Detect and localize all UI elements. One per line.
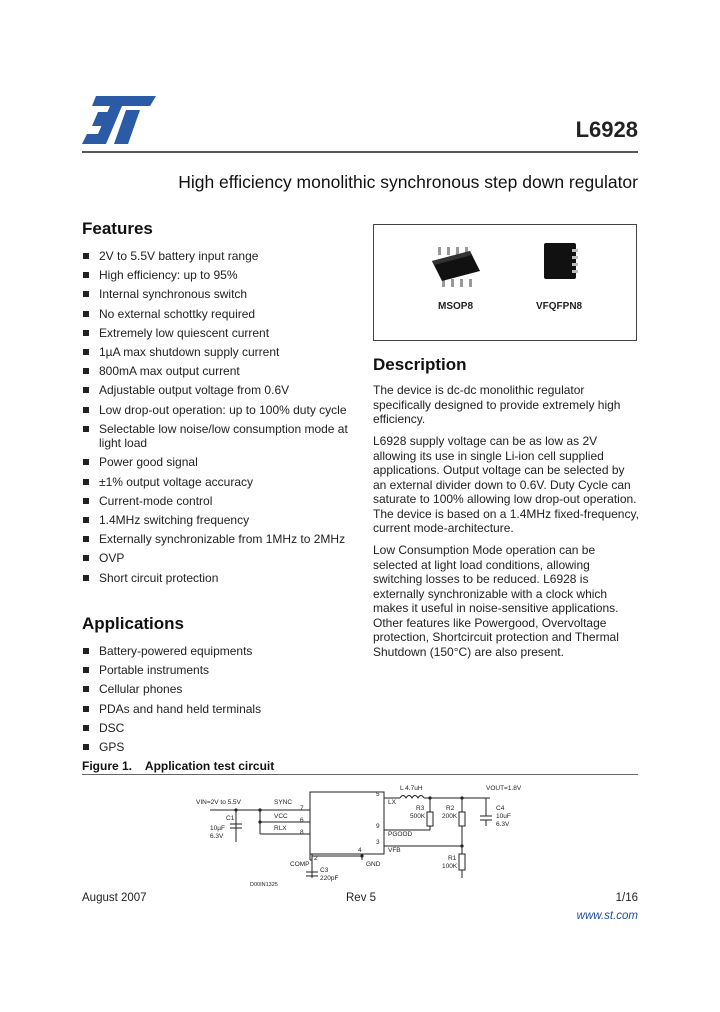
lx-label: LX: [388, 799, 396, 806]
list-item: High efficiency: up to 95%: [82, 268, 352, 283]
c3-label: C3: [320, 867, 329, 874]
pin-2-label: 2: [314, 855, 318, 862]
list-item: Low drop-out operation: up to 100% duty cycle: [82, 403, 352, 418]
r2-value: 200K: [442, 813, 458, 820]
list-item: Extremely low quiescent current: [82, 326, 352, 341]
features-list: [82, 249, 352, 590]
list-item: ±1% output voltage accuracy: [82, 475, 352, 490]
package-label-msop8: MSOP8: [438, 301, 474, 312]
st-logo-icon: [82, 96, 156, 146]
c1-voltage: 6.3V: [210, 833, 224, 840]
list-item: Portable instruments: [82, 663, 352, 678]
msop8-chip-icon: [430, 245, 482, 289]
description-paragraph: Low Consumption Mode operation can be selected at light load conditions, allowing switching losses to be reduced. L6928 is externally synchronizable with a clock which makes it useful in noise-sensitive applications. Other features like Powergood, Overvoltage protection, Shortcircuit protection and Thermal Shutdown (150°C) are also present.: [373, 543, 619, 659]
vin-label: VIN=2V to 5.5V: [196, 799, 241, 806]
r1-value: 100K: [442, 863, 458, 870]
list-item: Adjustable output voltage from 0.6V: [82, 383, 352, 398]
r3-label: R3: [416, 805, 425, 812]
pin-6-label: 6: [300, 817, 304, 824]
description-paragraph: The device is dc-dc monolithic regulator specifically designed to provide extremely high efficiency.: [373, 383, 621, 426]
r2-label: R2: [446, 805, 455, 812]
list-item: 2V to 5.5V battery input range: [82, 249, 352, 264]
pin-3-label: 3: [376, 839, 380, 846]
list-item: No external schottky required: [82, 307, 352, 322]
c4-value: 10uF: [496, 813, 511, 820]
pin-4-label: 4: [358, 847, 362, 854]
application-circuit-diagram: [190, 780, 540, 890]
pin-8-label: 8: [300, 829, 304, 836]
list-item: Battery-powered equipments: [82, 644, 352, 659]
header-rule: [82, 151, 638, 153]
footer-revision: Rev 5: [346, 892, 377, 904]
list-item: Cellular phones: [82, 682, 352, 697]
list-item: 1.4MHz switching frequency: [82, 513, 352, 528]
c1-label: C1: [226, 815, 235, 822]
pin-9-label: 9: [376, 823, 380, 830]
vfb-label: VFB: [388, 847, 401, 854]
list-item: 800mA max output current: [82, 364, 352, 379]
sync-label: SYNC: [274, 799, 293, 806]
list-item: Externally synchronizable from 1MHz to 2MHz: [82, 532, 352, 547]
inductor-label: L 4.7uH: [400, 785, 423, 792]
list-item: 1µA max shutdown supply current: [82, 345, 352, 360]
list-item: Current-mode control: [82, 494, 352, 509]
figure-caption: Figure 1. Application test circuit: [82, 759, 275, 773]
list-item: DSC: [82, 721, 352, 736]
package-label-vfqfpn8: VFQFPN8: [536, 301, 583, 312]
figure-code: D00IN1325: [250, 882, 278, 888]
figure-rule: [82, 774, 638, 775]
list-item: OVP: [82, 551, 352, 566]
list-item: PDAs and hand held terminals: [82, 702, 352, 717]
gnd-label: GND: [366, 861, 381, 868]
rlx-label: RLX: [274, 825, 287, 832]
c4-voltage: 6.3V: [496, 821, 510, 828]
list-item: Short circuit protection: [82, 571, 352, 586]
footer-page-number: 1/16: [615, 892, 638, 904]
document-subtitle: High efficiency monolithic synchronous step down regulator: [178, 172, 638, 192]
vfqfpn8-chip-icon: [542, 241, 582, 283]
package-box: [373, 224, 637, 341]
r1-label: R1: [448, 855, 457, 862]
list-item: GPS: [82, 740, 352, 755]
vcc-label: VCC: [274, 813, 288, 820]
description-body: [373, 383, 639, 667]
c4-label: C4: [496, 805, 505, 812]
part-number: L6928: [575, 117, 638, 142]
vout-label: VOUT=1.8V: [486, 785, 522, 792]
list-item: Selectable low noise/low consumption mode at light load: [82, 422, 352, 451]
features-heading: Features: [82, 219, 153, 238]
pgood-label: PGOOD: [388, 831, 413, 838]
c3-value: 220pF: [320, 875, 339, 882]
description-heading: Description: [373, 355, 467, 374]
pin-5-label: 5: [376, 791, 380, 798]
pin-7-label: 7: [300, 805, 304, 812]
footer-date: August 2007: [82, 892, 147, 904]
applications-heading: Applications: [82, 614, 185, 633]
description-paragraph: L6928 supply voltage can be as low as 2V allowing its use in single Li-ion cell supplied applications. Output voltage can be selected by an external divider down to 0.6V. Duty Cycle can saturate to 100% allowing low drop-out operation. The device is based on a 1.4MHz fixed-frequency, current mode-architecture.: [373, 434, 639, 535]
list-item: Power good signal: [82, 455, 352, 470]
r3-value: 500K: [410, 813, 426, 820]
c1-value: 10µF: [210, 825, 225, 832]
comp-label: COMP: [290, 861, 310, 868]
list-item: Internal synchronous switch: [82, 287, 352, 302]
footer-website-link[interactable]: www.st.com: [576, 910, 638, 922]
applications-list: [82, 644, 352, 759]
